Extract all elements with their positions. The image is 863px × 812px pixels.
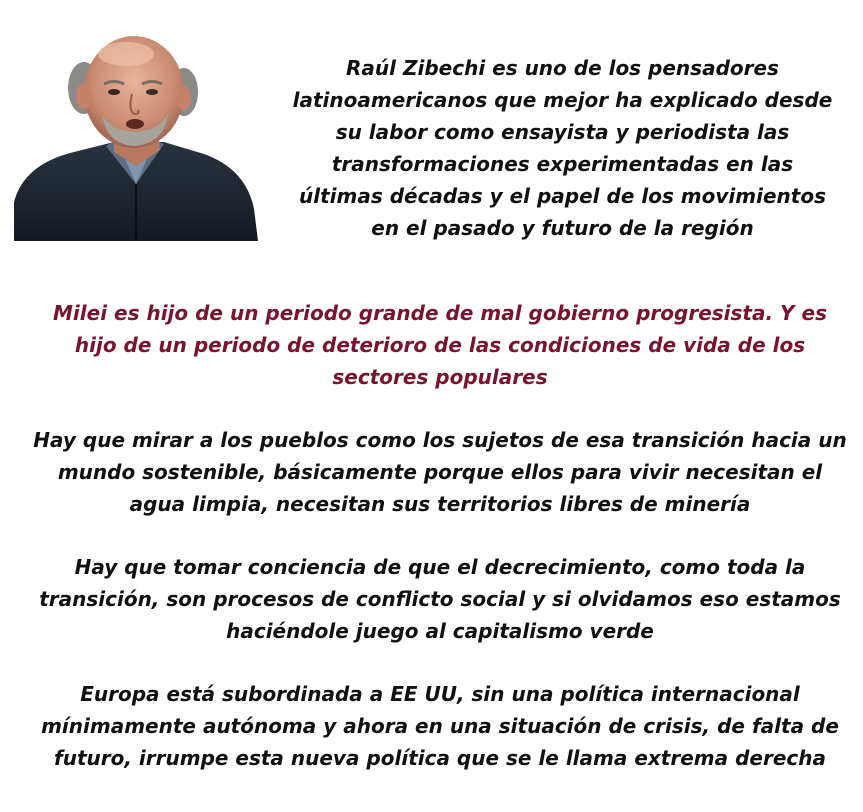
quote-europa: Europa está subordinada a EE UU, sin una política internacional mínimamente autónoma y ahora en una situación de crisis, de falta de futuro, irrumpe esta nueva política que se le llama extrema derecha bbox=[41, 682, 839, 770]
portrait-illustration bbox=[14, 34, 258, 241]
quote-pueblos: Hay que mirar a los pueblos como los sujetos de esa transición hacia un mundo sostenible, básicamente porque ellos para vivir necesitan el agua limpia, necesitan sus territorios libres de minería bbox=[33, 428, 847, 516]
quote-decrecimiento: Hay que tomar conciencia de que el decrecimiento, como toda la transición, son procesos de conflicto social y si olvidamos eso estamos haciéndole juego al capitalismo verde bbox=[39, 555, 841, 643]
portrait-photo bbox=[14, 34, 258, 241]
quote-milei: Milei es hijo de un periodo grande de mal gobierno progresista. Y es hijo de un periodo de deterioro de las condiciones de vida de los sectores populares bbox=[53, 301, 827, 389]
intro-paragraph: Raúl Zibechi es uno de los pensadores latinoamericanos que mejor ha explicado desde su labor como ensayista y periodista las transformaciones experimentadas en las últimas décadas y el papel de los movimientos en el pasado y futuro de la región bbox=[292, 56, 833, 240]
